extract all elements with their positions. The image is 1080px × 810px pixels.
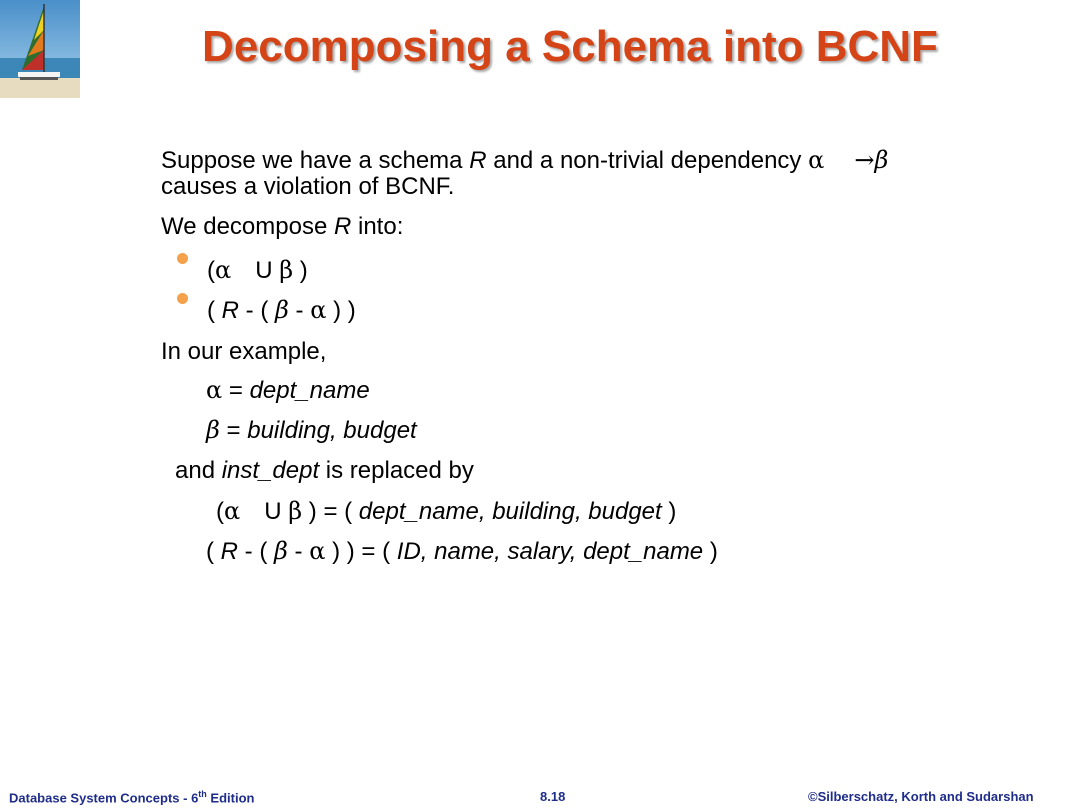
beta-definition: [206, 417, 417, 444]
alpha-symbol: α: [309, 537, 326, 565]
beta-symbol: β: [874, 146, 889, 174]
result-line-2: [206, 538, 718, 565]
beta-symbol: β: [275, 296, 289, 324]
equals: ) = (: [302, 498, 359, 525]
schema-r: R: [221, 297, 240, 324]
paren: (: [207, 257, 215, 284]
intro-text-2: and a non-trivial dependency: [486, 147, 809, 174]
bullet-dot-2: [177, 293, 188, 304]
paren: ): [703, 538, 718, 565]
beta-symbol: β: [279, 256, 294, 284]
arrow-symbol: →: [854, 146, 875, 174]
footer-page-number: 8.18: [540, 789, 566, 804]
alpha-symbol: α: [808, 146, 825, 174]
example-intro: In our example,: [161, 338, 327, 365]
union-symbol: U: [264, 498, 282, 525]
equals: =: [222, 377, 250, 404]
beta-symbol: β: [206, 416, 220, 444]
intro-text: Suppose we have a schema: [161, 147, 470, 174]
intro-line-2: causes a violation of BCNF.: [161, 173, 455, 200]
decompose-line: [161, 213, 403, 240]
alpha-symbol: α: [206, 376, 223, 404]
replaced-post: is replaced by: [319, 457, 474, 484]
footer-copyright: ©Silberschatz, Korth and Sudarshan: [808, 789, 1034, 804]
schema-r: R: [220, 538, 239, 565]
alpha-symbol: α: [224, 497, 241, 525]
paren: (: [207, 297, 222, 324]
bullet-dot-1: [177, 253, 188, 264]
replaced-line: [175, 457, 474, 484]
alpha-symbol: α: [310, 296, 327, 324]
footer-sup: th: [198, 789, 207, 799]
paren: ): [299, 257, 308, 284]
decompose-r: R: [333, 213, 352, 240]
footer-left: [9, 789, 254, 805]
footer-edition: Edition: [206, 790, 255, 806]
beta-value: building, budget: [247, 417, 417, 444]
equals: =: [219, 417, 248, 444]
beta-symbol: β: [274, 537, 288, 565]
schema-r: R: [469, 147, 487, 174]
footer-book: Database System Concepts - 6: [9, 790, 199, 806]
minus: -: [288, 297, 311, 324]
paren: ): [661, 498, 677, 525]
decompose-post: into:: [351, 213, 404, 240]
replaced-pre: and: [175, 457, 222, 484]
paren: (: [216, 498, 224, 525]
result-1-value: dept_name, building, budget: [358, 498, 662, 525]
minus: - (: [238, 538, 275, 565]
result-2-value: ID, name, salary, dept_name: [396, 538, 704, 565]
union-symbol: U: [255, 257, 273, 284]
paren: (: [206, 538, 221, 565]
paren: ) ): [326, 297, 356, 324]
relation-name: inst_dept: [221, 457, 320, 484]
bullet-1: [207, 257, 308, 284]
equals: ) ) = (: [325, 538, 397, 565]
bullet-2: [207, 297, 356, 324]
decompose-pre: We decompose: [161, 213, 334, 240]
slide-title: Decomposing a Schema into BCNF: [202, 22, 938, 71]
alpha-definition: [206, 377, 370, 404]
intro-line-1: [161, 147, 888, 174]
minus: -: [287, 538, 310, 565]
beta-symbol: β: [288, 497, 303, 525]
minus: - (: [239, 297, 276, 324]
result-line-1: [216, 498, 676, 525]
alpha-symbol: α: [215, 256, 232, 284]
alpha-value: dept_name: [249, 377, 370, 404]
